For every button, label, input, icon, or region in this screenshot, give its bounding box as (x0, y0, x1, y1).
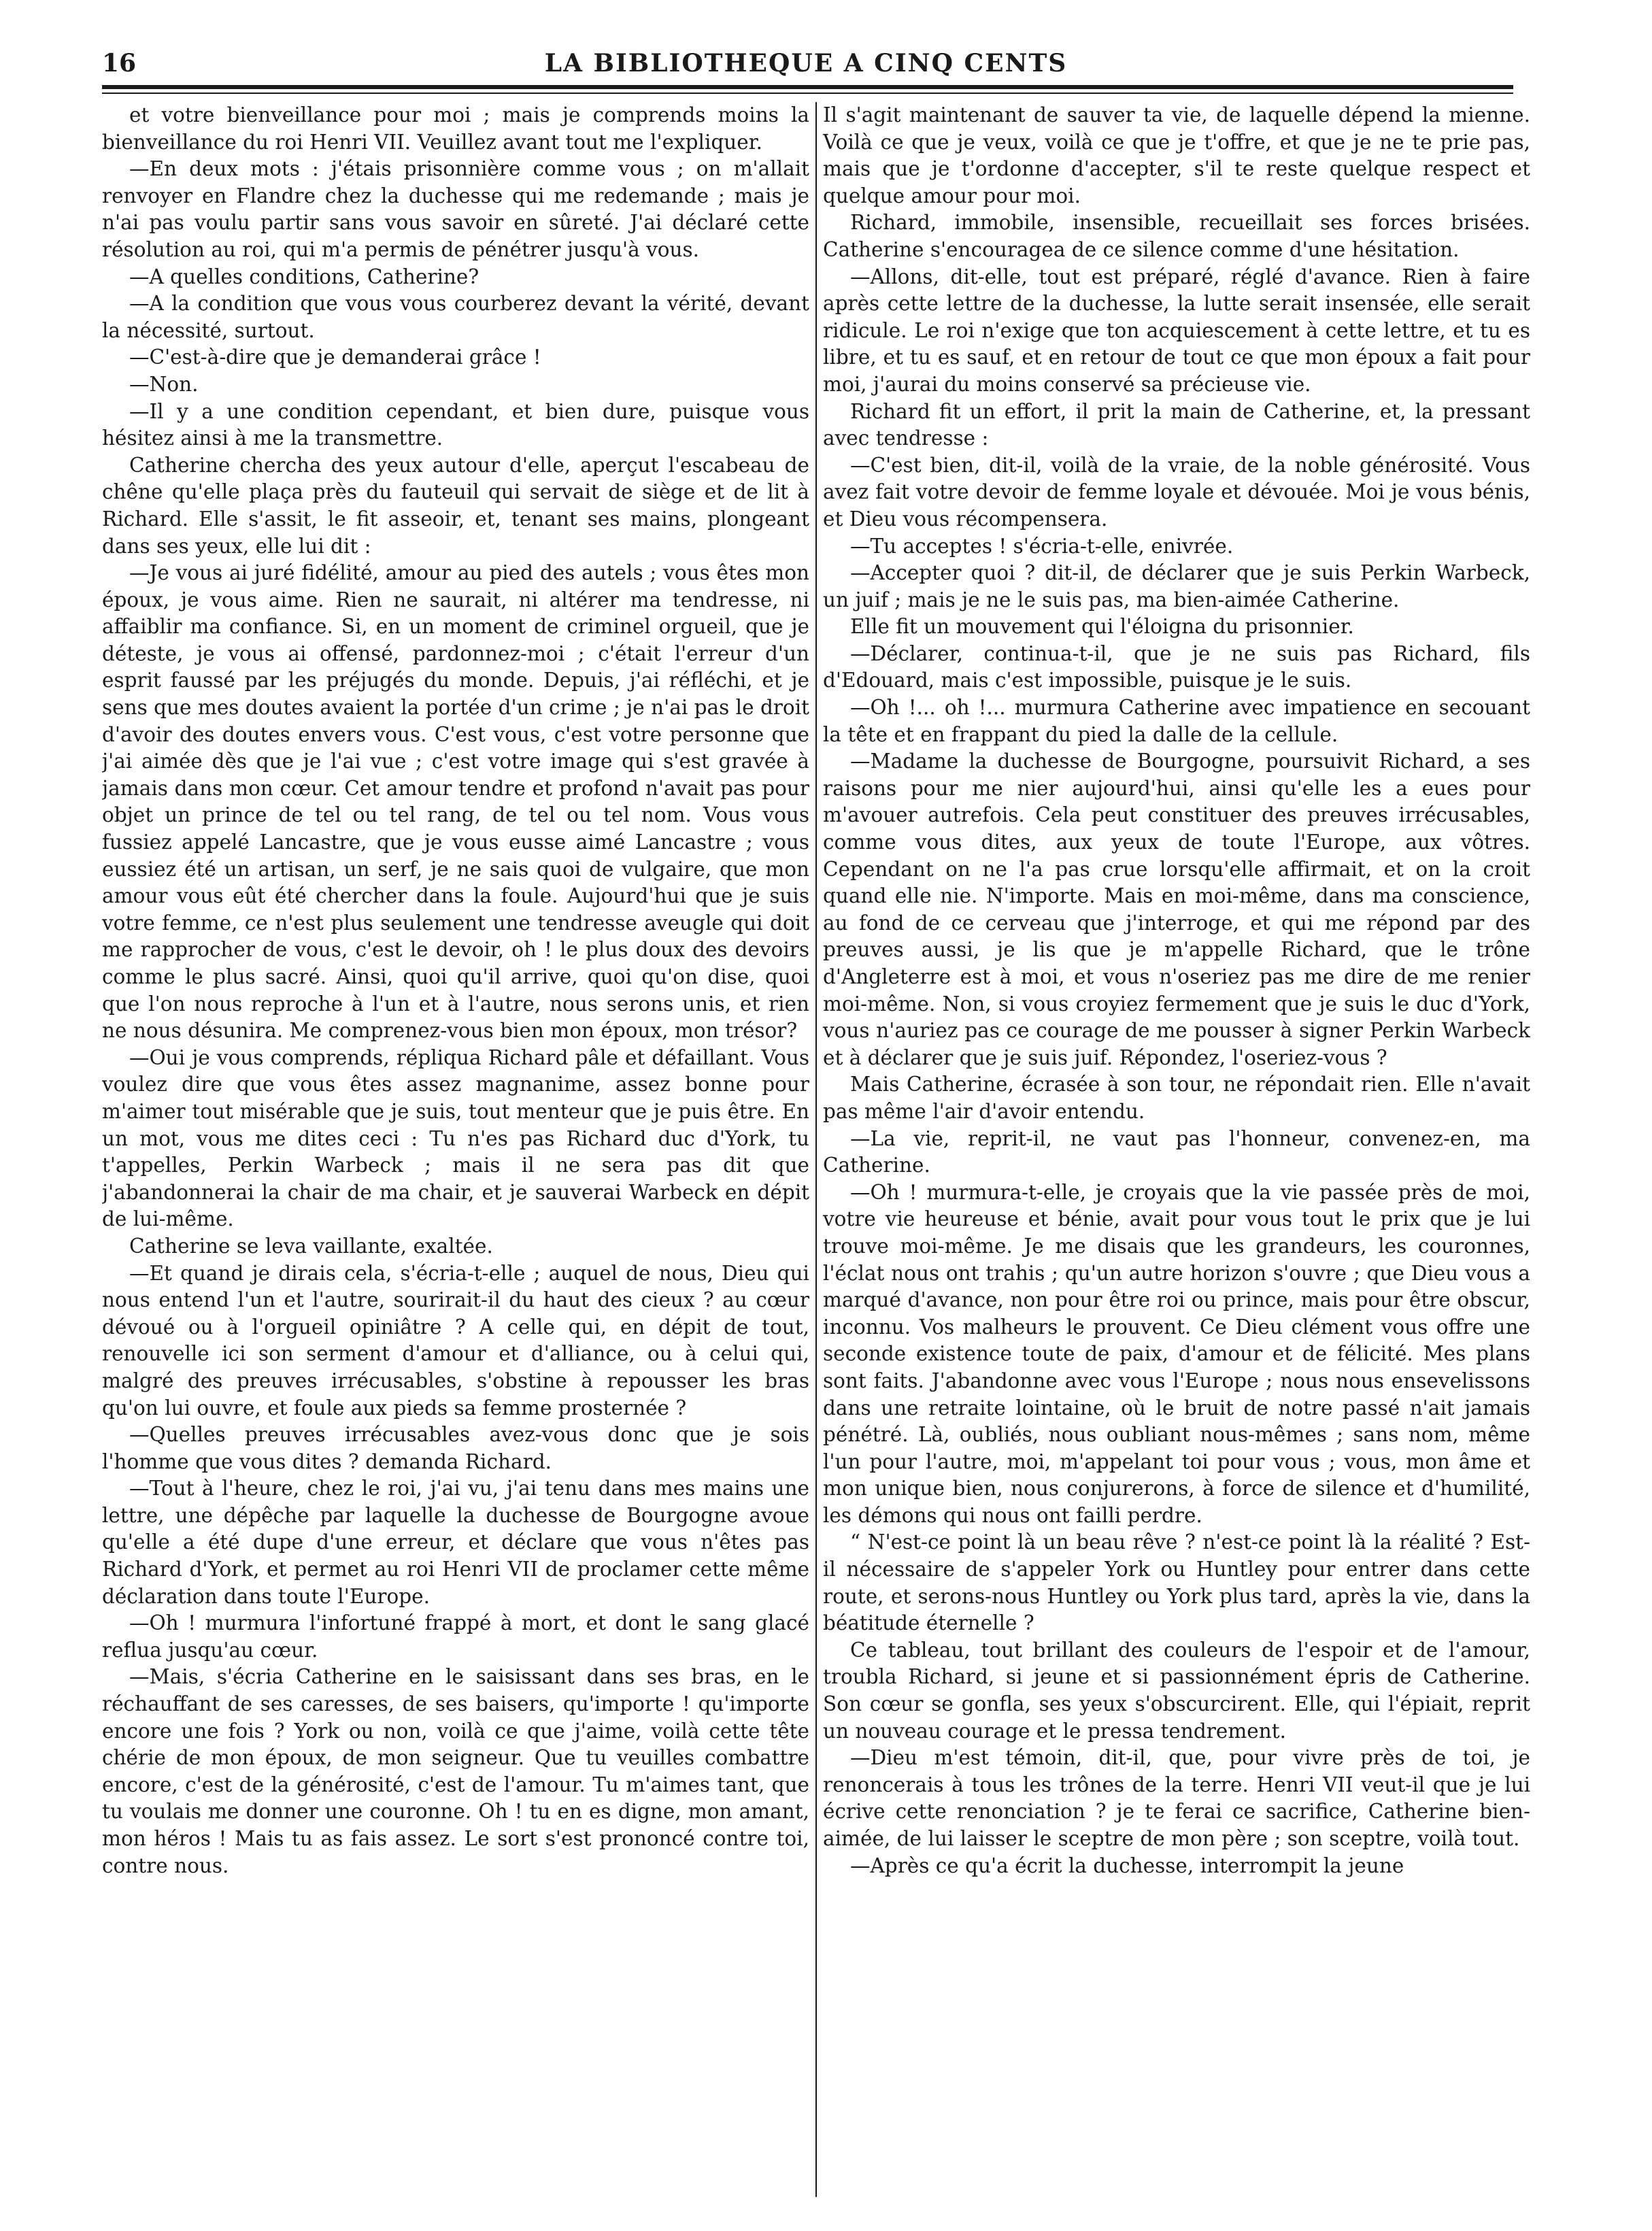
paragraph: Catherine chercha des yeux autour d'elle, aperçut l'escabeau de chêne qu'elle plaça près du fauteuil qui servait de siège et de lit à Richard. Elle s'assit, le fit asseoir, et, tenant ses mains, plongeant dans ses yeux, elle lui dit : (102, 453, 809, 558)
paragraph: —C'est bien, dit-il, voilà de la vraie, de la noble générosité. Vous avez fait votre devoir de femme loyale et dévouée. Moi je vous bénis, et Dieu vous récompensera. (823, 453, 1530, 531)
column-divider (815, 102, 817, 2197)
paragraph: —Oh ! murmura-t-elle, je croyais que la vie passée près de moi, votre vie heureuse et bénie, avait pour vous tout le prix que je lui trouve moi-même. Je me disais que les grandeurs, les couronnes, l'éclat nous ont trahis ; qu'un autre horizon s'ouvre ; que Dieu vous a marqué d'avance, non pour être roi ou prince, mais pour être obscur, inconnu. Vos malheurs le prouvent. Ce Dieu clément vous offre une seconde existence toute de paix, d'amour et de félicité. Mes plans sont faits. J'abandonne avec vous l'Europe ; nous nous ensevelissons dans une retraite lointaine, où le bruit de notre passé n'ait jamais pénétré. Là, oubliés, nous oubliant nous-mêmes ; sans nom, même l'un pour l'autre, moi, m'appelant toi pour vous ; vous, mon âme et mon unique bien, nous conjurerons, à force de silence et d'humilité, les démons qui nous ont failli perdre. (823, 1180, 1530, 1527)
running-title: LA BIBLIOTHEQUE A CINQ CENTS (544, 49, 1068, 78)
paragraph: —A la condition que vous vous courberez devant la vérité, devant la nécessité, surtout. (102, 292, 809, 342)
paragraph: —Dieu m'est témoin, dit-il, que, pour vivre près de toi, je renoncerais à tous les trônes de la terre. Henri VII veut-il que je lui écrive cette renonciation ? je te ferai ce sacrifice, Catherine bien-aimée, de lui laisser le sceptre de mon père ; son sceptre, voilà tout. (823, 1746, 1530, 1850)
paragraph: —Oh ! murmura l'infortuné frappé à mort, et dont le sang glacé reflua jusqu'au cœur. (102, 1611, 809, 1662)
paragraph: Ce tableau, tout brillant des couleurs de l'espoir et de l'amour, troubla Richard, si jeune et si passionnément épris de Catherine. Son cœur se gonfla, ses yeux s'obscurcirent. Elle, qui l'épiait, reprit un nouveau courage et le pressa tendrement. (823, 1638, 1530, 1743)
paragraph: Catherine se leva vaillante, exaltée. (129, 1234, 493, 1258)
header-rule-thin (102, 93, 1513, 94)
paragraph: —Quelles preuves irrécusables avez-vous donc que je sois l'homme que vous dites ? demanda Richard. (102, 1423, 809, 1473)
paragraph: —Déclarer, continua-t-il, que je ne suis pas Richard, fils d'Edouard, mais c'est impossible, puisque je le suis. (823, 641, 1530, 692)
paragraph: —C'est-à-dire que je demanderai grâce ! (129, 346, 541, 369)
right-column (823, 102, 1530, 2197)
paragraph: Elle fit un mouvement qui l'éloigna du prisonnier. (850, 615, 1354, 639)
header-rule-thick (102, 85, 1513, 89)
paragraph: Richard fit un effort, il prit la main de Catherine, et, la pressant avec tendresse : (823, 399, 1530, 450)
paragraph: —Allons, dit-elle, tout est préparé, réglé d'avance. Rien à faire après cette lettre de la duchesse, la lutte serait insensée, elle serait ridicule. Le roi n'exige que ton acquiescement à cette lettre, et tu es libre, et tu es sauf, et en retour de tout ce que mon époux a fait pour moi, j'aurai du moins conservé sa précieuse vie. (823, 265, 1530, 396)
paragraph: —Oui je vous comprends, répliqua Richard pâle et défaillant. Vous voulez dire que vous êtes assez magnanime, assez bonne pour m'aimer tout misérable que je suis, tout menteur que je puis être. En un mot, vous me dites ceci : Tu n'es pas Richard duc d'York, tu t'appelles, Perkin Warbeck ; mais il ne sera pas dit que j'abandonnerai la chair de ma chair, et je sauverai Warbeck en dépit de lui-même. (102, 1045, 809, 1231)
paragraph: —En deux mots : j'étais prisonnière comme vous ; on m'allait renvoyer en Flandre chez la duchesse qui me redemande ; mais je n'ai pas voulu partir sans vous savoir en sûreté. J'ai déclaré cette résolution au roi, qui m'a permis de pénétrer jusqu'à vous. (102, 157, 809, 261)
page-number: 16 (102, 49, 137, 78)
paragraph: Mais Catherine, écrasée à son tour, ne répondait rien. Elle n'avait pas même l'air d'avoir entendu. (823, 1073, 1530, 1123)
paragraph: —Oh !... oh !... murmura Catherine avec impatience en secouant la tête et en frappant du pied la dalle de la cellule. (823, 696, 1530, 746)
paragraph: —Tu acceptes ! s'écria-t-elle, enivrée. (850, 534, 1234, 558)
paragraph: —Il y a une condition cependant, et bien dure, puisque vous hésitez ainsi à me la transmettre. (102, 399, 809, 450)
paragraph: “ N'est-ce point là un beau rêve ? n'est-ce point là la réalité ? Est-il nécessaire de s'appeler York ou Huntley pour entrer dans cette route, et serons-nous Huntley ou York plus tard, après la vie, dans la béatitude éternelle ? (823, 1530, 1530, 1635)
left-column (102, 102, 809, 2197)
paragraph: —La vie, reprit-il, ne vaut pas l'honneur, convenez-en, ma Catherine. (823, 1126, 1530, 1177)
paragraph: —Je vous ai juré fidélité, amour au pied des autels ; vous êtes mon époux, je vous aime. Rien ne saurait, ni altérer ma tendresse, ni affaiblir ma confiance. Si, en un moment de criminel orgueil, que je déteste, je vous ai offensé, pardonnez-moi ; c'était l'erreur d'un esprit faussé par les préjugés du monde. Depuis, j'ai réfléchi, et je sens que mes doutes avaient la portée d'un crime ; je n'ai pas le droit d'avoir des doutes envers vous. C'est vous, c'est votre personne que j'ai aimée dès que je l'ai vue ; c'est votre image qui s'est gravée à jamais dans mon cœur. Cet amour tendre et profond n'avait pas pour objet un prince de tel ou tel rang, de tel ou tel nom. Vous vous fussiez appelé Lancastre, que je vous eusse aimé Lancastre ; vous eussiez été un artisan, un serf, je ne sais quoi de vulgaire, que mon amour vous eût été chercher dans la foule. Aujourd'hui que je suis votre femme, ce n'est plus seulement une tendresse aveugle qui doit me rapprocher de vous, c'est le devoir, oh ! le plus doux des devoirs comme le plus sacré. Ainsi, quoi qu'il arrive, quoi qu'on dise, quoi que l'on nous reproche à l'un et à l'autre, nous serons unis, et rien ne nous désunira. Me comprenez-vous bien mon époux, mon trésor? (102, 561, 809, 1043)
paragraph: —Accepter quoi ? dit-il, de déclarer que je suis Perkin Warbeck, un juif ; mais je ne le suis pas, ma bien-aimée Catherine. (823, 561, 1530, 611)
paragraph: —Non. (129, 372, 199, 396)
paragraph: —Madame la duchesse de Bourgogne, poursuivit Richard, a ses raisons pour me nier aujourd'hui, ainsi qu'elle les a eues pour m'avouer autrefois. Cela peut constituer des preuves irrécusables, comme vous dites, aux yeux de toute l'Europe, aux vôtres. Cependant on ne l'a pas crue lorsqu'elle affirmait, et on la croit quand elle nie. N'importe. Mais en moi-même, dans ma conscience, au fond de ce cerveau que j'interroge, et qui me répond par des preuves aussi, je lis que je m'appelle Richard, que le trône d'Angleterre est à moi, et vous n'oseriez pas me dire de me renier moi-même. Non, si vous croyiez fermement que je suis le duc d'York, vous n'auriez pas ce courage de me pousser à signer Perkin Warbeck et à déclarer que je suis juif. Répondez, l'oseriez-vous ? (823, 750, 1530, 1069)
paragraph: —Tout à l'heure, chez le roi, j'ai vu, j'ai tenu dans mes mains une lettre, une dépêche par laquelle la duchesse de Bourgogne avoue qu'elle a été dupe d'une erreur, et déclare que vous n'êtes pas Richard d'York, et permet au roi Henri VII de proclamer cette même déclaration dans toute l'Europe. (102, 1477, 809, 1608)
paragraph: —A quelles conditions, Catherine? (129, 265, 479, 288)
paragraph: —Après ce qu'a écrit la duchesse, interrompit la jeune (850, 1853, 1404, 1877)
paragraph: —Et quand je dirais cela, s'écria-t-elle ; auquel de nous, Dieu qui nous entend l'un et l'autre, sourirait-il du haut des cieux ? au cœur dévoué ou à l'orgueil opiniâtre ? A celle qui, en dépit de tout, renouvelle ici son serment d'amour et d'alliance, ou à celui qui, malgré des preuves irrécusables, s'obstine à repousser les bras qu'on lui ouvre, et foule aux pieds sa femme prosternée ? (102, 1261, 809, 1420)
page-header (102, 49, 1510, 83)
paragraph: Richard, immobile, insensible, recueillait ses forces brisées. Catherine s'encouragea de ce silence comme d'une hésitation. (823, 211, 1530, 261)
paragraph: Il s'agit maintenant de sauver ta vie, de laquelle dépend la mienne. Voilà ce que je veux, voilà ce que je t'offre, et que je ne te prie pas, mais que je t'ordonne d'accepter, s'il te reste quelque respect et quelque amour pour moi. (823, 103, 1530, 207)
paragraph: et votre bienveillance pour moi ; mais je comprends moins la bienveillance du roi Henri VII. Veuillez avant tout me l'expliquer. (102, 103, 809, 154)
paragraph: —Mais, s'écria Catherine en le saisissant dans ses bras, en le réchauffant de ses caresses, de ses baisers, qu'importe ! qu'importe encore une fois ? York ou non, voilà ce que j'aime, voilà cette tête chérie de mon époux, de mon seigneur. Que tu veuilles combattre encore, c'est de la générosité, c'est de l'amour. Tu m'aimes tant, que tu voulais me donner une couronne. Oh ! tu en es digne, mon amant, mon héros ! Mais tu as fais assez. Le sort s'est prononcé contre toi, contre nous. (102, 1665, 809, 1877)
